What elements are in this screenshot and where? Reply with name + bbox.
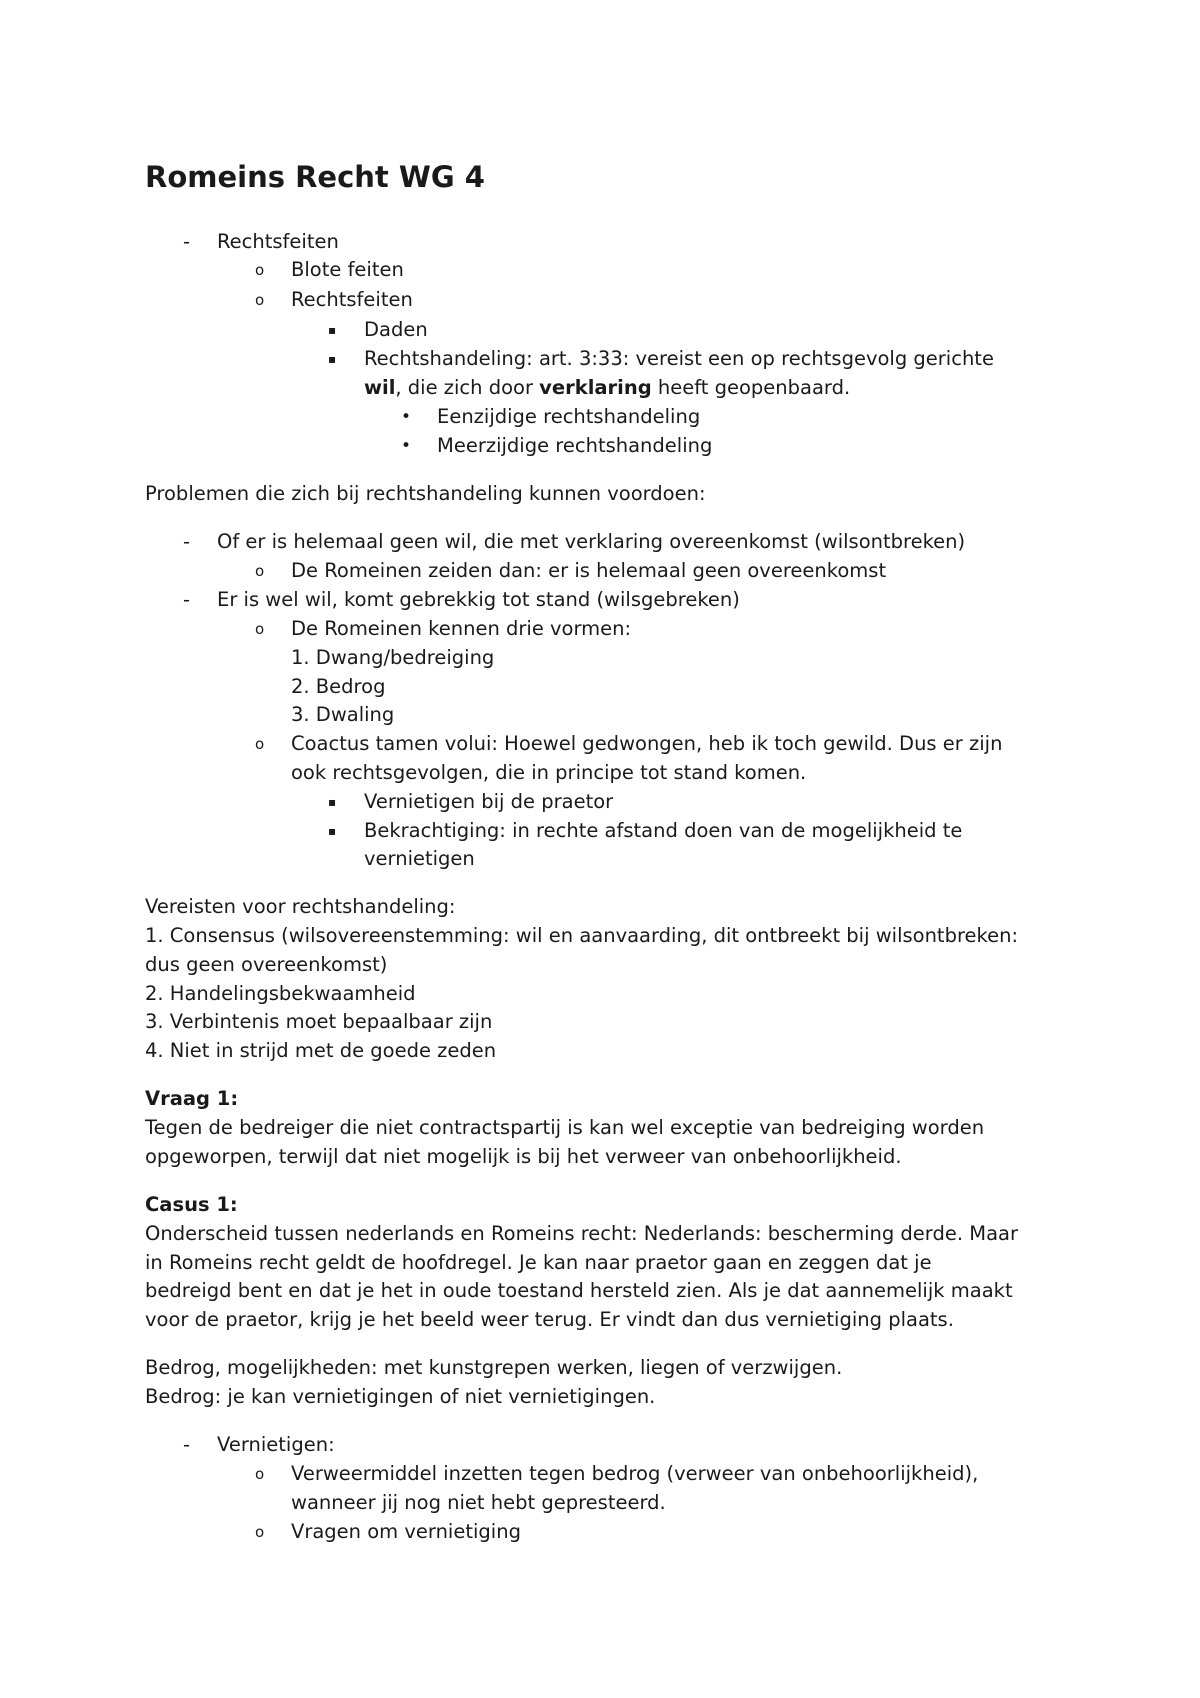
casus1-heading: Casus 1: [145, 1193, 238, 1216]
casus1-text: bedreigd bent en dat je het in oude toestand hersteld zien. Als je dat aannemelijk maakt [145, 1279, 1013, 1302]
dash-marker: - [183, 1433, 191, 1456]
bold-wil: wil [364, 376, 396, 399]
bullet-item-eenzijdig: Eenzijdige rechtshandeling [437, 405, 701, 428]
bullet-item-meerzijdig: Meerzijdige rechtshandeling [437, 434, 713, 457]
circle-marker: o [255, 1465, 265, 1483]
dash-marker: - [183, 530, 191, 553]
bold-verklaring: verklaring [539, 376, 652, 399]
vraag1-text: Tegen de bedreiger die niet contractspartij is kan wel exceptie van bedreiging worden [145, 1116, 985, 1139]
vereisten-line: 4. Niet in strijd met de goede zeden [145, 1039, 497, 1062]
sub-item-verweermiddel-cont: wanneer jij nog niet hebt gepresteerd. [291, 1491, 666, 1514]
vereisten-line: 3. Verbintenis moet bepaalbaar zijn [145, 1010, 493, 1033]
sub-sub-item-bekrachtiging: Bekrachtiging: in rechte afstand doen van de mogelijkheid te [364, 819, 963, 842]
vraag1-heading: Vraag 1: [145, 1087, 239, 1110]
sub-item-drie-vormen: De Romeinen kennen drie vormen: [291, 617, 632, 640]
list-item-wilsontbreken: Of er is helemaal geen wil, die met verklaring overeenkomst (wilsontbreken) [217, 530, 966, 553]
bullet-marker: • [401, 436, 412, 456]
list-item-rechtsfeiten: Rechtsfeiten [217, 230, 339, 253]
circle-marker: o [255, 620, 265, 638]
list-item-vernietigen: Vernietigen: [217, 1433, 335, 1456]
sub-item-vragen-vernietiging: Vragen om vernietiging [291, 1520, 521, 1543]
vereisten-line: 1. Consensus (wilsovereenstemming: wil en aanvaarding, dit ontbreekt bij wilsontbreken: [145, 924, 1019, 947]
sub-sub-item-daden: Daden [364, 318, 428, 341]
casus1-text: in Romeins recht geldt de hoofdregel. Je kan naar praetor gaan en zeggen dat je [145, 1251, 932, 1274]
rechtshandeling-continuation: wil, die zich door verklaring heeft geopenbaard. [364, 376, 851, 399]
sub-item-coactus: Coactus tamen volui: Hoewel gedwongen, heb ik toch gewild. Dus er zijn [291, 732, 1003, 755]
sub-item-coactus-cont: ook rechtsgevolgen, die in principe tot stand komen. [291, 761, 807, 784]
bedrog-text: Bedrog, mogelijkheden: met kunstgrepen werken, liegen of verzwijgen. [145, 1356, 843, 1379]
circle-marker: o [255, 735, 265, 753]
square-marker: ▪ [328, 352, 337, 366]
problemen-intro: Problemen die zich bij rechtshandeling kunnen voordoen: [145, 482, 706, 505]
sub-sub-item-bekrachtiging-cont: vernietigen [364, 847, 475, 870]
circle-marker: o [255, 1523, 265, 1541]
dash-marker: - [183, 230, 191, 253]
numbered-item: 1. Dwang/bedreiging [291, 646, 495, 669]
numbered-item: 3. Dwaling [291, 703, 395, 726]
bullet-marker: • [401, 407, 412, 427]
circle-marker: o [255, 291, 265, 309]
circle-marker: o [255, 562, 265, 580]
sub-item-rechtsfeiten: Rechtsfeiten [291, 288, 413, 311]
square-marker: ▪ [328, 323, 337, 337]
vraag1-text: opgeworpen, terwijl dat niet mogelijk is bij het verweer van onbehoorlijkheid. [145, 1145, 902, 1168]
sub-item-verweermiddel: Verweermiddel inzetten tegen bedrog (verweer van onbehoorlijkheid), [291, 1462, 979, 1485]
sub-sub-item-rechtshandeling: Rechtshandeling: art. 3:33: vereist een op rechtsgevolg gerichte [364, 347, 994, 370]
vereisten-intro: Vereisten voor rechtshandeling: [145, 895, 456, 918]
sub-item-blote-feiten: Blote feiten [291, 258, 404, 281]
casus1-text: voor de praetor, krijg je het beeld weer terug. Er vindt dan dus vernietiging plaats. [145, 1308, 954, 1331]
sub-sub-item-vernietigen: Vernietigen bij de praetor [364, 790, 614, 813]
sub-item-geen-overeenkomst: De Romeinen zeiden dan: er is helemaal geen overeenkomst [291, 559, 887, 582]
vereisten-line: dus geen overeenkomst) [145, 953, 388, 976]
bedrog-text: Bedrog: je kan vernietigingen of niet vernietigingen. [145, 1385, 656, 1408]
square-marker: ▪ [328, 824, 337, 838]
casus1-text: Onderscheid tussen nederlands en Romeins recht: Nederlands: bescherming derde. Maar [145, 1222, 1018, 1245]
numbered-item: 2. Bedrog [291, 675, 386, 698]
circle-marker: o [255, 261, 265, 279]
square-marker: ▪ [328, 795, 337, 809]
document-title: Romeins Recht WG 4 [145, 160, 485, 194]
list-item-wilsgebreken: Er is wel wil, komt gebrekkig tot stand (wilsgebreken) [217, 588, 740, 611]
vereisten-line: 2. Handelingsbekwaamheid [145, 982, 416, 1005]
dash-marker: - [183, 588, 191, 611]
